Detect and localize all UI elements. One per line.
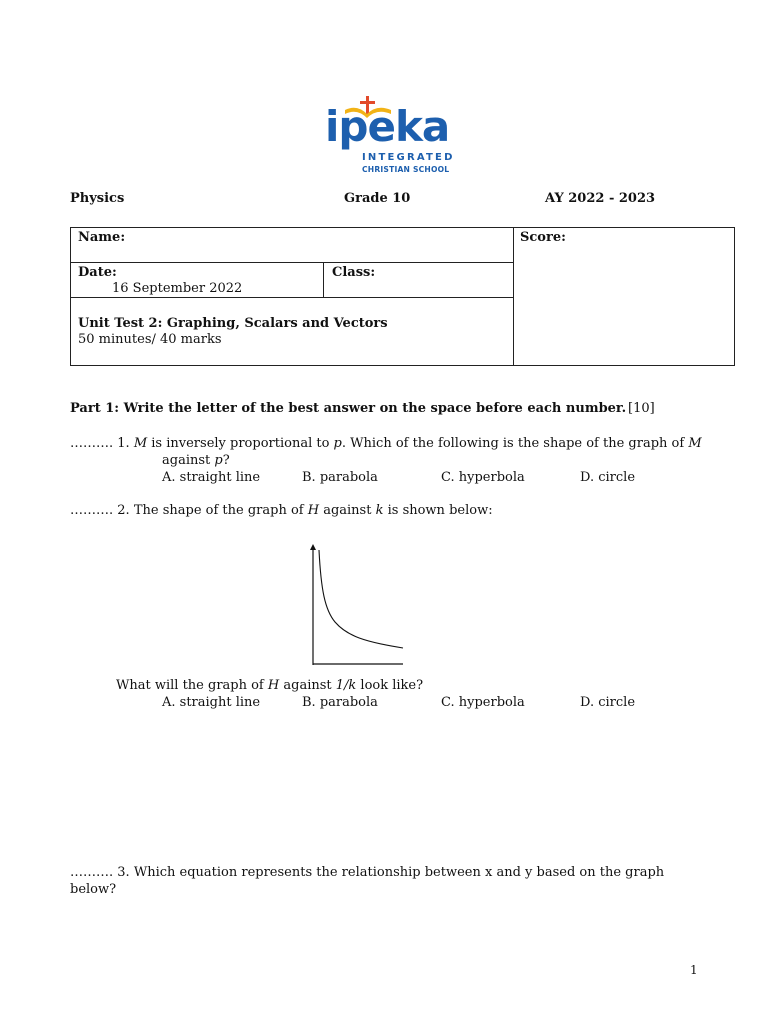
y-axis-arrow-icon [310, 544, 316, 550]
part1-instruction: Part 1: Write the letter of the best answer on the space before each number. [70, 401, 627, 416]
hyperbola-graph [305, 540, 409, 670]
test-duration-marks: 50 minutes/ 40 marks [78, 332, 222, 347]
answer-blank[interactable]: ………. [70, 865, 114, 880]
variable-h: H [267, 678, 280, 693]
question-text: is shown below: [383, 503, 493, 518]
academic-year-label: AY 2022 - 2023 [545, 191, 656, 206]
answer-blank[interactable]: ………. [70, 436, 114, 451]
date-label: Date: [78, 265, 117, 280]
variable-m: M [133, 436, 148, 451]
date-value: 16 September 2022 [112, 281, 243, 296]
page-number: 1 [690, 963, 698, 977]
variable-p: p [333, 436, 342, 451]
student-info-table [70, 227, 735, 366]
date-field[interactable] [71, 263, 323, 297]
class-field[interactable] [324, 263, 513, 297]
score-label: Score: [520, 230, 566, 245]
expression-one-over-k: 1/k [335, 678, 357, 693]
variable-k: k [375, 503, 384, 518]
question-1 [70, 436, 702, 451]
question-3 [70, 865, 664, 880]
q1-choice-b: B. parabola [302, 470, 378, 485]
question-text: ? [222, 453, 230, 468]
question-1-continued [162, 453, 230, 468]
question-text: The shape of the graph of [133, 503, 308, 518]
question-text: against [162, 453, 215, 468]
question-number: 3. [117, 865, 130, 880]
question-2-followup [116, 678, 423, 693]
variable-p: p [214, 453, 223, 468]
q2-choice-d: D. circle [580, 695, 636, 710]
test-info-cell [71, 298, 513, 365]
q2-choice-b: B. parabola [302, 695, 378, 710]
class-label: Class: [332, 265, 376, 280]
score-field[interactable] [514, 228, 734, 365]
q1-choice-a: A. straight line [162, 470, 261, 485]
question-2 [70, 503, 493, 518]
variable-h: H [307, 503, 320, 518]
logo-wordmark: ipeka [325, 102, 450, 151]
q1-choice-d: D. circle [580, 470, 636, 485]
logo-line-christian-school: CHRISTIAN SCHOOL [362, 165, 450, 174]
question-text: look like? [356, 678, 424, 693]
question-text: What will the graph of [116, 678, 268, 693]
answer-blank[interactable]: ………. [70, 503, 114, 518]
hyperbola-curve [319, 550, 403, 648]
name-label: Name: [78, 230, 126, 245]
name-field[interactable] [71, 228, 513, 262]
question-text: . Which of the following is the shape of the graph of [341, 436, 689, 451]
question-number: 2. [117, 503, 130, 518]
school-logo [325, 94, 457, 176]
question-text: Which equation represents the relationship between x and y based on the graph [133, 865, 665, 880]
variable-m: M [688, 436, 702, 451]
question-text: is inversely proportional to [147, 436, 334, 451]
grade-label: Grade 10 [344, 191, 411, 206]
logo-line-integrated: INTEGRATED [362, 152, 455, 163]
question-number: 1. [117, 436, 130, 451]
question-text: against [319, 503, 376, 518]
test-title: Unit Test 2: Graphing, Scalars and Vectors [78, 316, 388, 331]
q2-choice-c: C. hyperbola [441, 695, 525, 710]
q1-choice-c: C. hyperbola [441, 470, 525, 485]
subject-label: Physics [70, 191, 125, 206]
q2-choice-a: A. straight line [162, 695, 261, 710]
part1-marks: [10] [628, 401, 655, 416]
question-3-continued: below? [70, 882, 117, 897]
question-text: against [279, 678, 336, 693]
